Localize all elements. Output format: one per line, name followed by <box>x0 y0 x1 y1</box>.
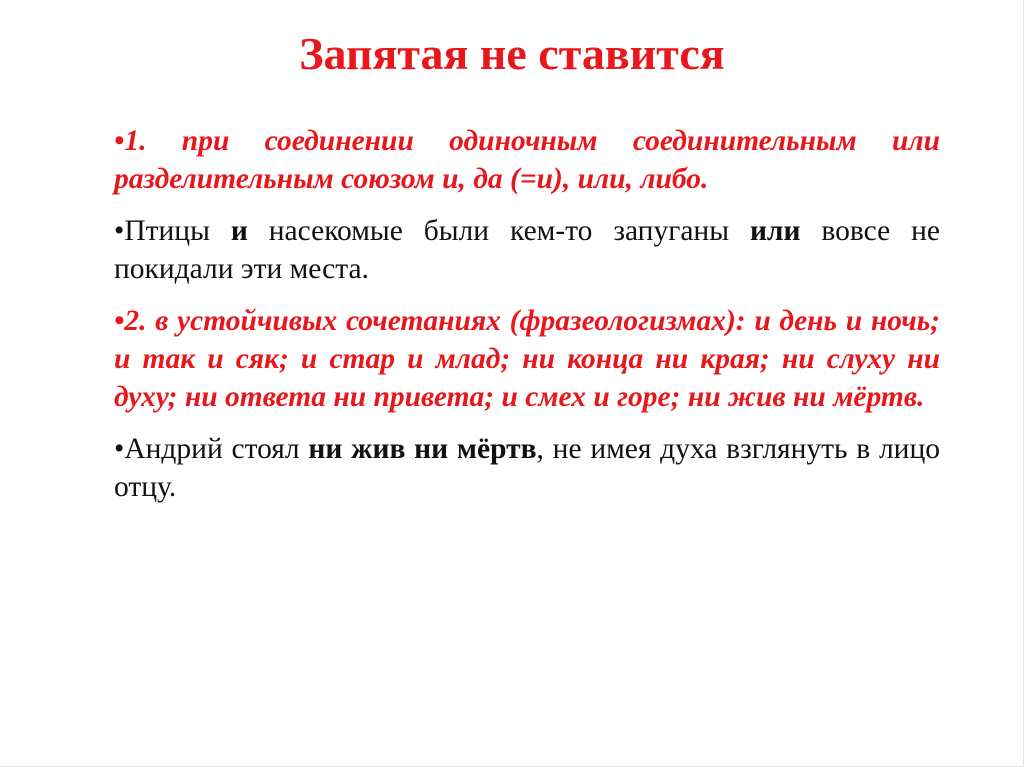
example-1-text: насекомые были кем-то запуганы <box>247 215 750 247</box>
bullet: • <box>114 125 125 157</box>
example-2-idiom: ни жив ни мёртв <box>308 433 537 465</box>
slide-title: Запятая не ставится <box>299 28 725 79</box>
rule-1 <box>114 122 940 198</box>
example-1-conjunction: и <box>230 215 248 247</box>
rule-2 <box>114 302 940 416</box>
example-1-conjunction: или <box>749 215 801 247</box>
example-2-text: •Андрий стоял <box>114 433 309 465</box>
example-2 <box>114 430 940 506</box>
example-1-text: •Птицы <box>114 215 231 247</box>
slide-body <box>114 122 940 520</box>
bullet: • <box>114 305 125 337</box>
example-1 <box>114 212 940 288</box>
rule-1-text: 1. при соединении одиночным соединительным или разделительным союзом и, да (=и), или, либо. <box>114 125 940 195</box>
example-2-text: , не имея духа взглянуть в лицо отцу. <box>114 433 940 503</box>
example-1-text: вовсе не покидали эти места. <box>114 215 940 285</box>
rule-2-text: 2. в устойчивых сочетаниях (фразеологизмах): и день и ночь; и так и сяк; и стар и млад; ни конца ни края; ни слуху ни духу; ни ответа ни привета; и смех и горе; ни жив ни мёртв. <box>114 305 940 413</box>
